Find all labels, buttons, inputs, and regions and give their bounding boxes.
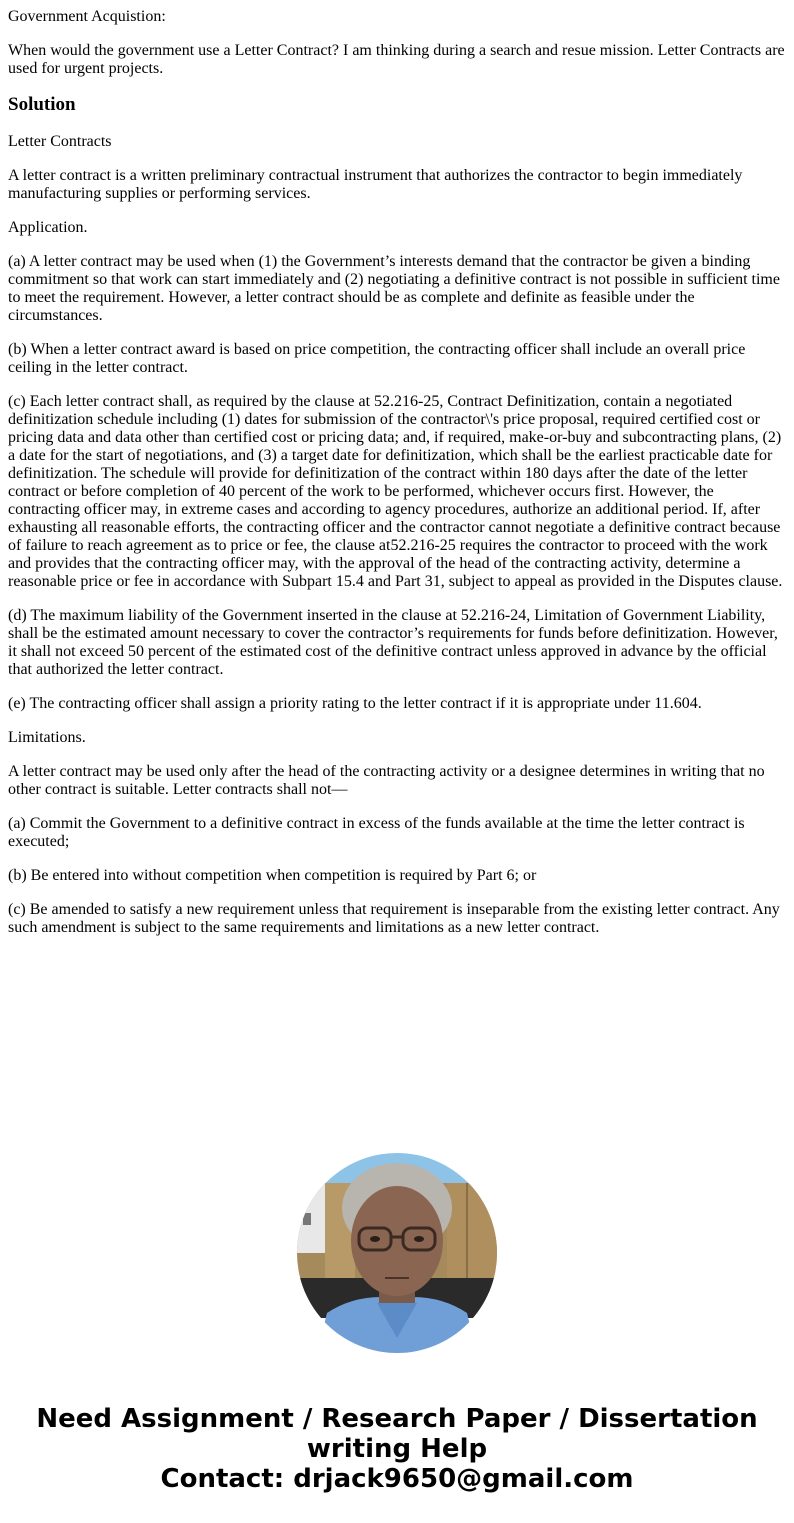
question-body: When would the government use a Letter Contract? I am thinking during a search and resue mission. Letter Contracts are used for urgent projects.	[8, 42, 785, 77]
author-avatar	[297, 1153, 497, 1353]
promo-banner	[0, 1404, 794, 1494]
application-item-a: (a) A letter contract may be used when (1) the Government’s interests demand that the contractor be given a binding commitment so that work can start immediately and (2) negotiating a definitive contract is not possible in sufficient time to meet the requirement. However, a letter contract should be as complete and definite as feasible under the circumstances.	[8, 253, 780, 324]
promo-line-2: writing Help	[306, 1434, 488, 1464]
solution-subtitle: Letter Contracts	[8, 133, 112, 150]
application-item-b: (b) When a letter contract award is based on price competition, the contracting officer shall include an overall price ceiling in the letter contract.	[8, 341, 746, 376]
application-item-e: (e) The contracting officer shall assign a priority rating to the letter contract if it is appropriate under 11.604.	[8, 695, 702, 712]
document-content	[8, 8, 788, 953]
solution-definition: A letter contract is a written preliminary contractual instrument that authorizes the contractor to begin immediately manufacturing supplies or performing services.	[8, 167, 743, 202]
application-item-d: (d) The maximum liability of the Government inserted in the clause at 52.216-24, Limitation of Government Liability, shall be the estimated amount necessary to cover the contractor’s requirements for funds before definitization. However, it shall not exceed 50 percent of the estimated cost of the definitive contract unless approved in advance by the official that authorized the letter contract.	[8, 607, 778, 678]
limitation-item-b: (b) Be entered into without competition when competition is required by Part 6; or	[8, 867, 537, 884]
promo-contact: Contact: drjack9650@gmail.com	[160, 1464, 634, 1494]
section-heading-limitations: Limitations.	[8, 729, 86, 746]
portrait-image	[297, 1153, 497, 1353]
solution-heading: Solution	[8, 94, 76, 115]
application-item-c: (c) Each letter contract shall, as required by the clause at 52.216-25, Contract Definitization, contain a negotiated definitization schedule including (1) dates for submission of the contractor\'s price proposal, required certified cost or pricing data and data other than certified cost or pricing data; and, if required, make-or-buy and subcontracting plans, (2) a date for the start of negotiations, and (3) a target date for definitization, which shall be the earliest practicable date for definitization. The schedule will provide for definitization of the contract within 180 days after the date of the letter contract or before completion of 40 percent of the work to be performed, whichever occurs first. However, the contracting officer may, in extreme cases and according to agency procedures, authorize an additional period. If, after exhausting all reasonable efforts, the contracting officer and the contractor cannot negotiate a definitive contract because of failure to reach agreement as to price or fee, the clause at52.216-25 requires the contractor to proceed with the work and provides that the contracting officer may, with the approval of the head of the contracting activity, determine a reasonable price or fee in accordance with Subpart 15.4 and Part 31, subject to appeal as provided in the Disputes clause.	[8, 393, 783, 590]
limitation-item-c: (c) Be amended to satisfy a new requirement unless that requirement is inseparable from the existing letter contract. Any such amendment is subject to the same requirements and limitations as a new letter contract.	[8, 901, 780, 936]
question-title: Government Acquistion:	[8, 8, 166, 25]
section-heading-application: Application.	[8, 219, 88, 236]
limitations-intro: A letter contract may be used only after the head of the contracting activity or a designee determines in writing that no other contract is suitable. Letter contracts shall not—	[8, 763, 765, 798]
promo-line-1: Need Assignment / Research Paper / Dissertation	[36, 1404, 758, 1434]
limitation-item-a: (a) Commit the Government to a definitive contract in excess of the funds available at the time the letter contract is executed;	[8, 815, 745, 850]
